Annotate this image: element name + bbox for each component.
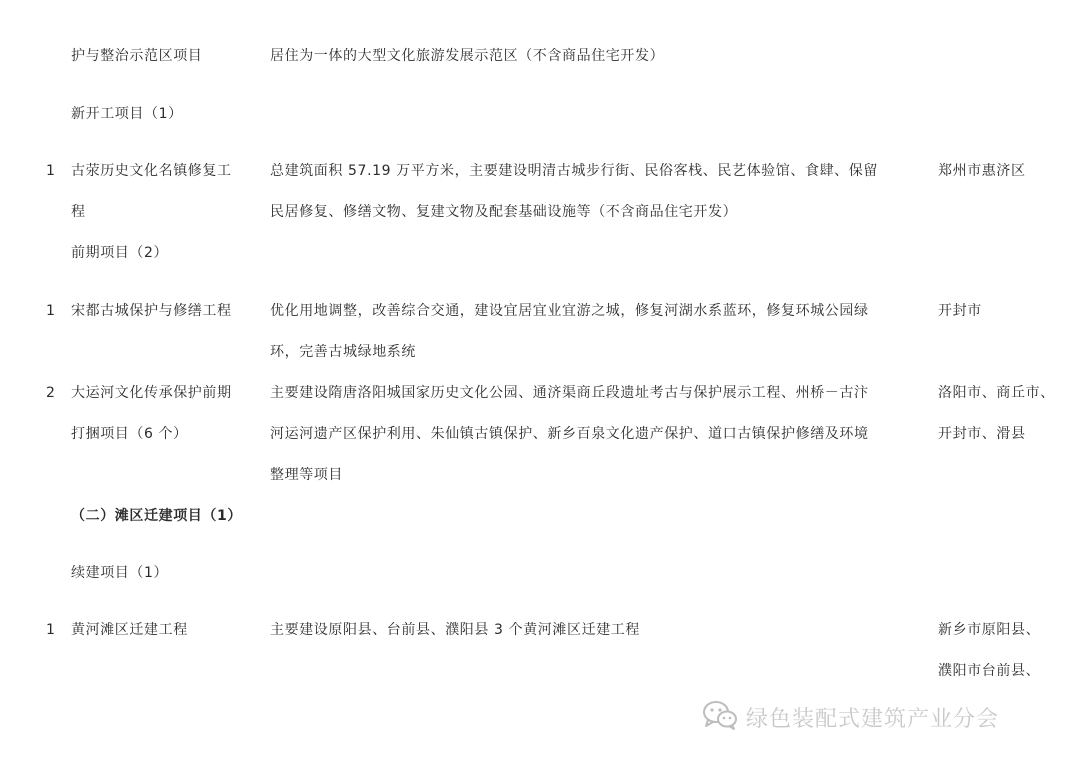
project-name: 护与整治示范区项目 xyxy=(71,48,203,64)
row-index: 2 xyxy=(46,385,56,401)
project-location-line: 开封市、滑县 xyxy=(938,426,1026,442)
project-location: 郑州市惠济区 xyxy=(938,163,1026,179)
project-description-line: 民居修复、修缮文物、复建文物及配套基础设施等（不含商品住宅开发） xyxy=(270,204,738,220)
row-index: 1 xyxy=(46,303,56,319)
wechat-icon xyxy=(702,699,746,735)
project-name-line: 古荥历史文化名镇修复工 xyxy=(71,163,232,179)
row-index: 1 xyxy=(46,163,56,179)
project-name: 宋都古城保护与修缮工程 xyxy=(71,303,232,319)
project-name: 黄河滩区迁建工程 xyxy=(71,622,188,638)
project-location: 开封市 xyxy=(938,303,982,319)
project-name xyxy=(71,161,251,243)
project-description-line: 河运河遗产区保护利用、朱仙镇古镇保护、新乡百泉文化遗产保护、道口古镇保护修缮及环境 xyxy=(270,426,869,442)
project-name-line: 打捆项目（6 个） xyxy=(71,426,188,442)
project-description-line: 环，完善古城绿地系统 xyxy=(270,344,416,360)
project-description-line: 主要建设隋唐洛阳城国家历史文化公园、通济渠商丘段遗址考古与保护展示工程、州桥－古汴 xyxy=(270,385,869,401)
watermark-text: 绿色装配式建筑产业分会 xyxy=(746,706,1000,732)
project-location xyxy=(938,383,1068,465)
subheading: 续建项目（1） xyxy=(71,565,169,581)
project-location xyxy=(938,620,1068,702)
project-description: 居住为一体的大型文化旅游发展示范区（不含商品住宅开发） xyxy=(270,48,665,64)
project-location-line: 濮阳市台前县、 xyxy=(938,663,1041,679)
project-name xyxy=(71,383,251,465)
project-description xyxy=(270,161,920,243)
project-name-line: 程 xyxy=(71,204,86,220)
subheading: 前期项目（2） xyxy=(71,245,169,261)
project-description xyxy=(270,301,920,383)
project-description-line: 优化用地调整，改善综合交通，建设宜居宜业宜游之城，修复河湖水系蓝环，修复环城公园绿 xyxy=(270,303,869,319)
project-description: 主要建设原阳县、台前县、濮阳县 3 个黄河滩区迁建工程 xyxy=(270,622,641,638)
section-title: （二）滩区迁建项目（1） xyxy=(71,508,242,524)
row-index: 1 xyxy=(46,622,56,638)
project-description-line: 整理等项目 xyxy=(270,467,343,483)
project-description xyxy=(270,383,920,506)
project-location-line: 新乡市原阳县、 xyxy=(938,622,1041,638)
project-name-line: 大运河文化传承保护前期 xyxy=(71,385,232,401)
watermark xyxy=(702,700,999,734)
project-location-line: 洛阳市、商丘市、 xyxy=(938,385,1055,401)
subheading: 新开工项目（1） xyxy=(71,106,183,122)
project-description-line: 总建筑面积 57.19 万平方米，主要建设明清古城步行街、民俗客栈、民艺体验馆、食肆、保留 xyxy=(270,163,878,179)
